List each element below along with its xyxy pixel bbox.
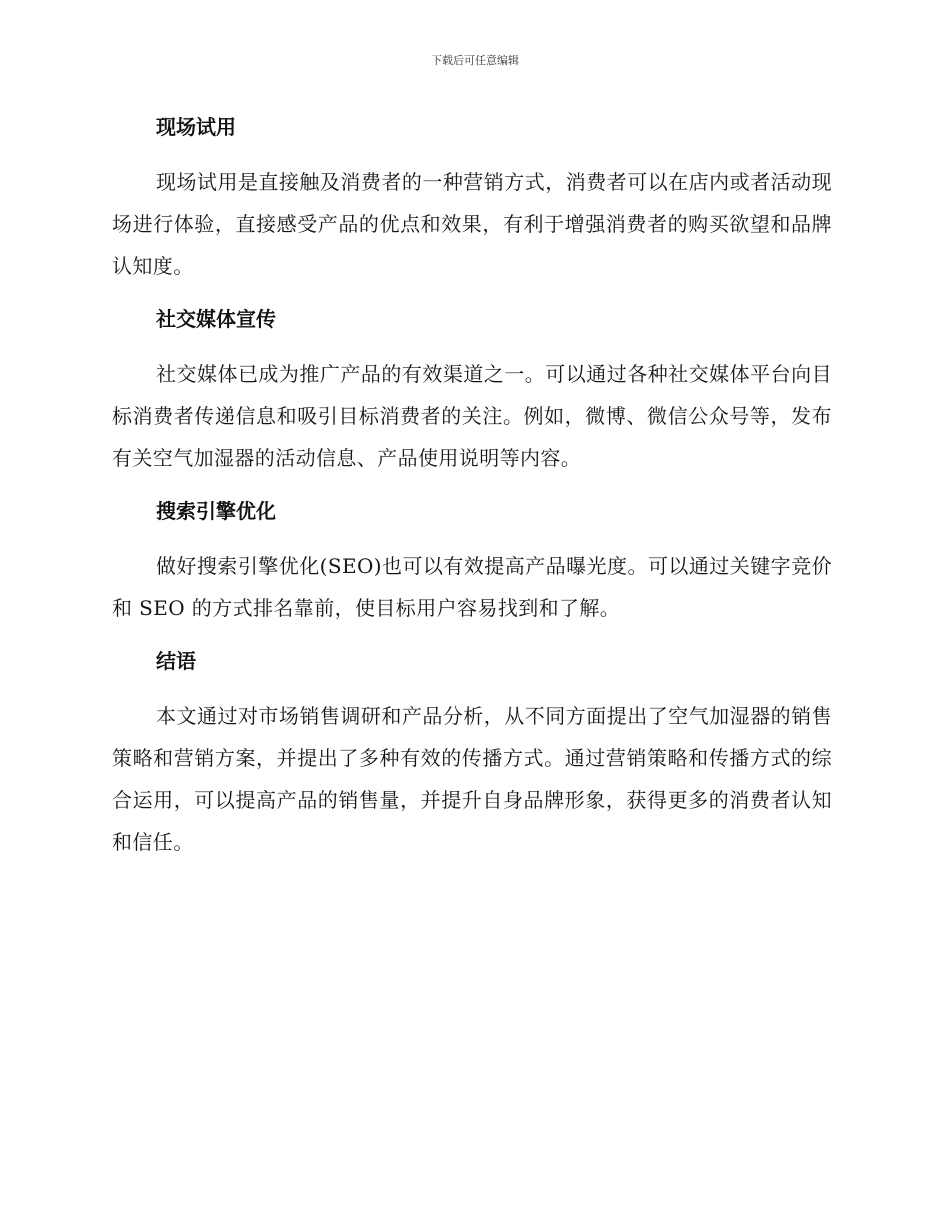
section-heading-social-media: 社交媒体宣传 (156, 307, 276, 331)
section-paragraph-seo: 做好搜索引擎优化(SEO)也可以有效提高产品曝光度。可以通过关键字竞价和 SEO 的方式排名靠前，使目标用户容易找到和了解。 (112, 554, 832, 620)
page-header-note: 下载后可任意编辑 (431, 54, 519, 67)
section-heading-onsite-trial: 现场试用 (156, 115, 236, 139)
section-paragraph-onsite-trial: 现场试用是直接触及消费者的一种营销方式，消费者可以在店内或者活动现场进行体验，直接感受产品的优点和效果，有利于增强消费者的购买欲望和品牌认知度。 (112, 170, 832, 278)
section-paragraph-social-media: 社交媒体已成为推广产品的有效渠道之一。可以通过各种社交媒体平台向目标消费者传递信息和吸引目标消费者的关注。例如，微博、微信公众号等，发布有关空气加湿器的活动信息、产品使用说明等内容。 (112, 362, 832, 470)
document-body (112, 110, 832, 863)
section-paragraph-conclusion: 本文通过对市场销售调研和产品分析，从不同方面提出了空气加湿器的销售策略和营销方案，并提出了多种有效的传播方式。通过营销策略和传播方式的综合运用，可以提高产品的销售量，并提升自身品牌形象，获得更多的消费者认知和信任。 (112, 704, 832, 854)
section-heading-conclusion: 结语 (156, 649, 196, 673)
section-heading-seo: 搜索引擎优化 (156, 499, 276, 523)
